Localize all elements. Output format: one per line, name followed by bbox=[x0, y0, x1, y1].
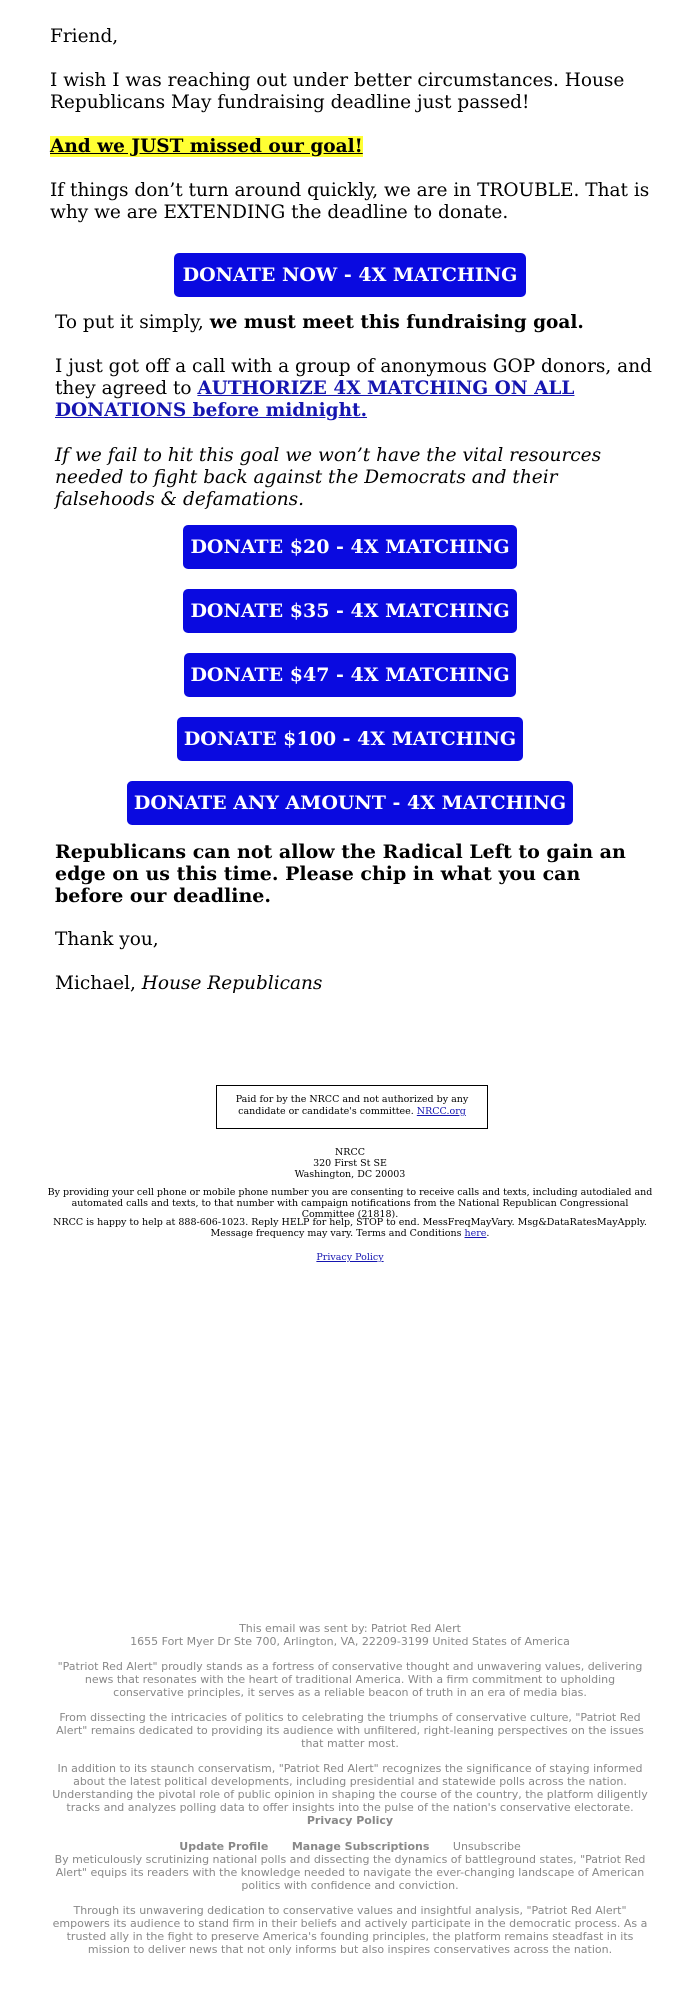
paid-for-text: Paid for by the NRCC and not authorized by any candidate or candidate's committee. bbox=[235, 1094, 469, 1117]
terms-link[interactable]: here bbox=[464, 1228, 487, 1239]
authorize-matching-link[interactable]: AUTHORIZE 4X MATCHING ON ALL DONATIONS before midnight. bbox=[55, 378, 575, 421]
footer-sent-by: This email was sent by: Patriot Red Alert bbox=[239, 1622, 461, 1635]
donate-now-button[interactable]: DONATE NOW - 4X MATCHING bbox=[174, 253, 526, 297]
footer-links bbox=[50, 1840, 650, 1853]
footer-address: 1655 Fort Myer Dr Ste 700, Arlington, VA, 22209-3199 United States of America bbox=[130, 1635, 570, 1648]
greeting: Friend, bbox=[50, 26, 119, 47]
simply-prefix: To put it simply, bbox=[55, 312, 210, 333]
trouble-paragraph: If things don’t turn around quickly, we are in TROUBLE. That is why we are EXTENDING the deadline to donate. bbox=[50, 180, 650, 223]
privacy-policy-link[interactable]: Privacy Policy bbox=[316, 1252, 384, 1263]
call-paragraph bbox=[55, 356, 655, 422]
footer-para-1: "Patriot Red Alert" proudly stands as a fortress of conservative thought and unwavering values, delivering news that resonates with the heart of traditional America. With a firm commitment to upholding conservative principles, it serves as a reliable beacon of truth in an era of media bias. bbox=[57, 1660, 643, 1699]
help-text-end: . bbox=[486, 1228, 490, 1239]
thanks-line: Thank you, bbox=[55, 929, 159, 950]
simply-bold: we must meet this fundraising goal. bbox=[209, 312, 584, 333]
org-name: NRCC bbox=[334, 1147, 365, 1158]
help-text-body: NRCC is happy to help at 888-606-1023. Reply HELP for help, STOP to end. MessFreqMayVary. Msg&DataRatesMayApply. Message frequency may vary. Terms and Conditions bbox=[53, 1217, 647, 1239]
paid-for-disclaimer bbox=[216, 1085, 488, 1129]
nrcc-link[interactable]: NRCC.org bbox=[416, 1106, 466, 1117]
nrcc-address bbox=[45, 1147, 655, 1180]
donate-35-button[interactable]: DONATE $35 - 4X MATCHING bbox=[183, 589, 517, 633]
privacy-line bbox=[45, 1252, 655, 1263]
signature-name: Michael, bbox=[55, 973, 142, 994]
footer-privacy-policy[interactable]: Privacy Policy bbox=[306, 1814, 394, 1827]
help-text bbox=[45, 1217, 655, 1239]
signature-org: House Republicans bbox=[141, 973, 323, 994]
fail-paragraph: If we fail to hit this goal we won’t have the vital resources needed to fight back against the Democrats and their falsehoods & defamations. bbox=[55, 445, 602, 510]
simply-paragraph bbox=[55, 312, 655, 334]
consent-text: By providing your cell phone or mobile phone number you are consenting to receive calls and texts, including autodialed and automated calls and texts, to that number with campaign notifications from the National Republican Congressional Committee (21818). bbox=[47, 1187, 653, 1220]
donate-47-button[interactable]: DONATE $47 - 4X MATCHING bbox=[184, 653, 516, 697]
donate-any-amount-button[interactable]: DONATE ANY AMOUNT - 4X MATCHING bbox=[127, 781, 573, 825]
footer-para-2: From dissecting the intricacies of politics to celebrating the triumphs of conservative culture, "Patriot Red Alert" remains dedicated to providing its audience with unfiltered, right-leaning perspectives on the issues that matter most. bbox=[56, 1711, 644, 1750]
address-line-1: 320 First St SE bbox=[313, 1158, 387, 1169]
signature bbox=[55, 973, 655, 995]
update-profile-link[interactable]: Update Profile bbox=[179, 1840, 269, 1853]
donate-20-button[interactable]: DONATE $20 - 4X MATCHING bbox=[183, 525, 517, 569]
donate-100-button[interactable]: DONATE $100 - 4X MATCHING bbox=[177, 717, 523, 761]
footer-para-4: By meticulously scrutinizing national polls and dissecting the dynamics of battleground states, "Patriot Red Alert" equips its readers with the knowledge needed to navigate the ever-changing landscape of American politics with confidence and conviction. bbox=[54, 1853, 646, 1892]
footer-para-5: Through its unwavering dedication to conservative values and insightful analysis, "Patriot Red Alert" empowers its audience to stand firm in their beliefs and actively participate in the democratic process. As a trusted ally in the fight to preserve America's founding principles, the platform remains steadfast in its mission to deliver news that not only informs but also inspires conservatives across the nation. bbox=[52, 1904, 648, 1956]
footer-para-3: In addition to its staunch conservatism, "Patriot Red Alert" recognizes the significance of staying informed about the latest political developments, including presidential and statewide polls across the nation. Understanding the pivotal role of public opinion in shaping the course of the country, the platform diligently tracks and analyzes polling data to offer insights into the pulse of the nation's conservative electorate. bbox=[52, 1762, 648, 1814]
address-line-2: Washington, DC 20003 bbox=[294, 1169, 406, 1180]
unsubscribe-link[interactable]: Unsubscribe bbox=[452, 1840, 521, 1853]
closing-paragraph: Republicans can not allow the Radical Left to gain an edge on us this time. Please chip in what you can before our deadline. bbox=[55, 841, 626, 907]
missed-goal-line bbox=[50, 136, 650, 158]
manage-subscriptions-link[interactable]: Manage Subscriptions bbox=[291, 1840, 430, 1853]
missed-goal-highlight: And we JUST missed our goal! bbox=[50, 136, 363, 157]
call-text: I just got off a call with a group of anonymous GOP donors, and they agreed to bbox=[55, 356, 652, 399]
intro-paragraph: I wish I was reaching out under better circumstances. House Republicans May fundraising deadline just passed! bbox=[50, 70, 625, 113]
